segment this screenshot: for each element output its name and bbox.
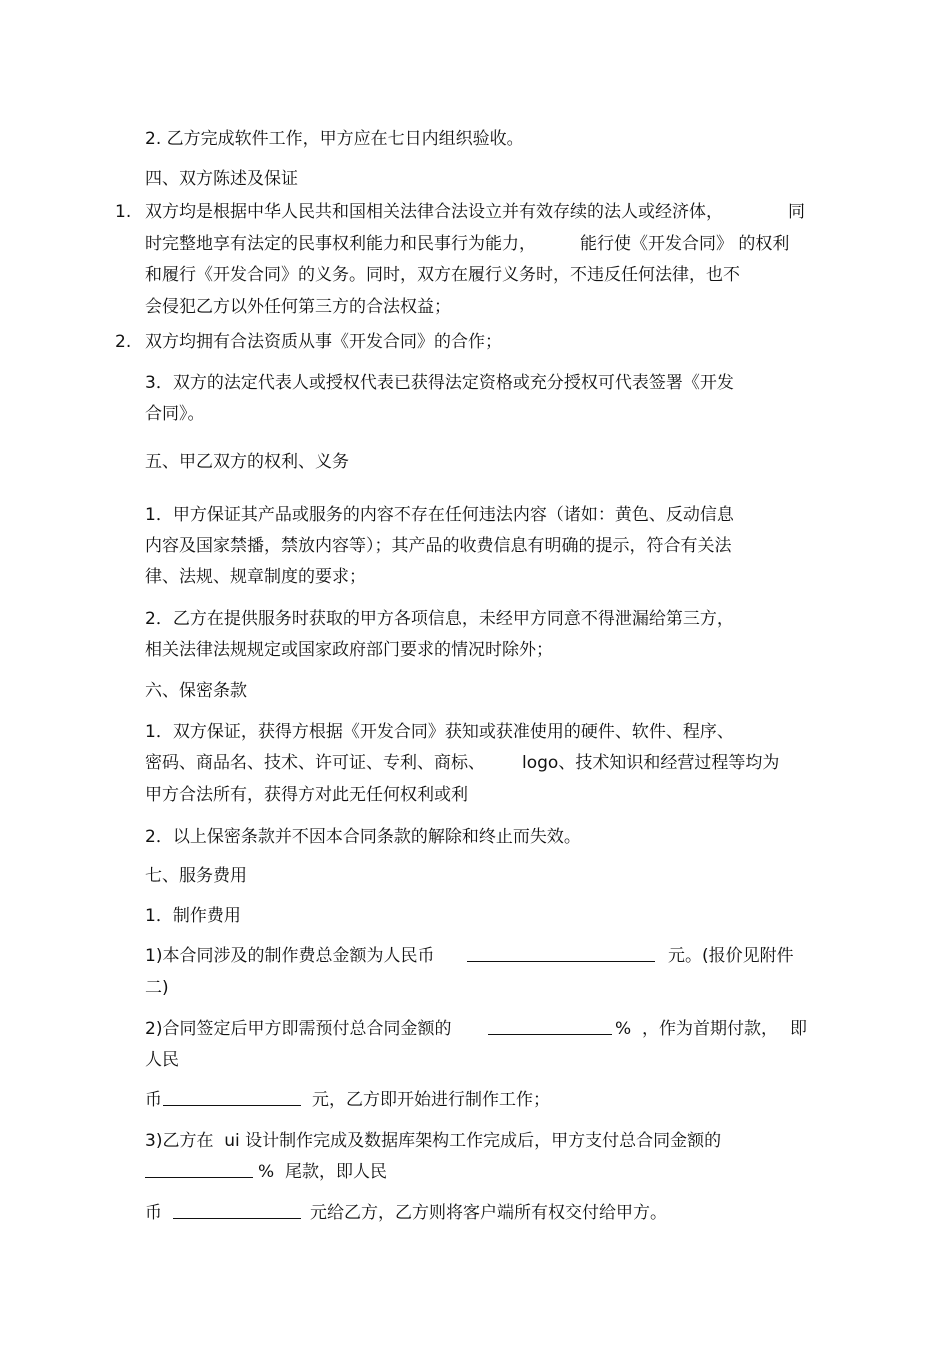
clause-text: 会侵犯乙方以外任何第三方的合法权益； xyxy=(145,297,451,317)
clause-text: 相关法律法规规定或国家政府部门要求的情况时除外； xyxy=(145,640,553,660)
percent-blank xyxy=(145,1161,253,1184)
section-heading: 四、双方陈述及保证 xyxy=(145,169,298,189)
clause-text: 甲方合法所有，获得方对此无任何权利或利 xyxy=(145,785,468,805)
amount-blank xyxy=(173,1202,301,1225)
clause-text: 3)乙方在 ui 设计制作完成及数据库架构工作完成后，甲方支付总合同金额的 xyxy=(145,1131,722,1151)
clause-text: 1．双方保证，获得方根据《开发合同》获知或获准使用的硬件、软件、程序、 xyxy=(145,722,734,742)
clause-text: 元，乙方即开始进行制作工作； xyxy=(312,1090,550,1110)
list-number: 1. xyxy=(115,202,132,222)
clause-text: 二) xyxy=(145,978,169,998)
clause-text: 1)本合同涉及的制作费总金额为人民币 xyxy=(145,946,435,966)
clause-text: 律、法规、规章制度的要求； xyxy=(145,567,366,587)
clause-text: 2．以上保密条款并不因本合同条款的解除和终止而失效。 xyxy=(145,827,581,847)
clause-text: 内容及国家禁播，禁放内容等）；其产品的收费信息有明确的提示，符合有关法 xyxy=(145,536,732,556)
clause-text: % 尾款，即人民 xyxy=(258,1162,387,1182)
clause-text: 同 xyxy=(788,202,805,222)
clause-text: 3．双方的法定代表人或授权代表已获得法定资格或充分授权可代表签署《开发 xyxy=(145,373,734,393)
clause-text: 2)合同签定后甲方即需预付总合同金额的 xyxy=(145,1019,452,1039)
clause-text: 元。(报价见附件 xyxy=(668,946,794,966)
amount-blank xyxy=(467,945,655,968)
clause-text: 和履行《开发合同》的义务。同时，双方在履行义务时，不违反任何法律，也不 xyxy=(145,265,740,285)
section-heading: 五、甲乙双方的权利、义务 xyxy=(145,452,349,472)
list-number: 2. xyxy=(115,332,132,352)
percent-blank xyxy=(488,1018,612,1041)
section-heading: 六、保密条款 xyxy=(145,681,247,701)
clause-text: 人民 xyxy=(145,1050,179,1070)
section-heading: 七、服务费用 xyxy=(145,866,247,886)
subsection-heading: 1．制作费用 xyxy=(145,906,241,926)
clause-text: 双方均是根据中华人民共和国相关法律合法设立并有效存续的法人或经济体， xyxy=(145,202,723,222)
clause-text: 币 xyxy=(145,1090,162,1110)
clause-text: logo、技术知识和经营过程等均为 xyxy=(522,753,780,773)
clause-text: 能行使《开发合同》 的权利 xyxy=(580,234,790,254)
clause-text: 密码、商品名、技术、许可证、专利、商标、 xyxy=(145,753,485,773)
clause-text: 即 xyxy=(790,1019,807,1039)
clause-text: 时完整地享有法定的民事权利能力和民事行为能力， xyxy=(145,234,536,254)
amount-blank xyxy=(163,1089,301,1112)
clause-text: 1．甲方保证其产品或服务的内容不存在任何违法内容（诸如：黄色、反动信息 xyxy=(145,505,734,525)
clause-text: 双方均拥有合法资质从事《开发合同》的合作； xyxy=(145,332,502,352)
clause-text: % ，作为首期付款， xyxy=(615,1019,778,1039)
clause-text: 币 xyxy=(145,1203,162,1223)
clause-text: 元给乙方，乙方则将客户端所有权交付给甲方。 xyxy=(310,1203,667,1223)
clause-text: 2. 乙方完成软件工作，甲方应在七日内组织验收。 xyxy=(145,129,524,149)
clause-text: 合同》。 xyxy=(145,404,205,424)
clause-text: 2．乙方在提供服务时获取的甲方各项信息，未经甲方同意不得泄漏给第三方， xyxy=(145,609,734,629)
